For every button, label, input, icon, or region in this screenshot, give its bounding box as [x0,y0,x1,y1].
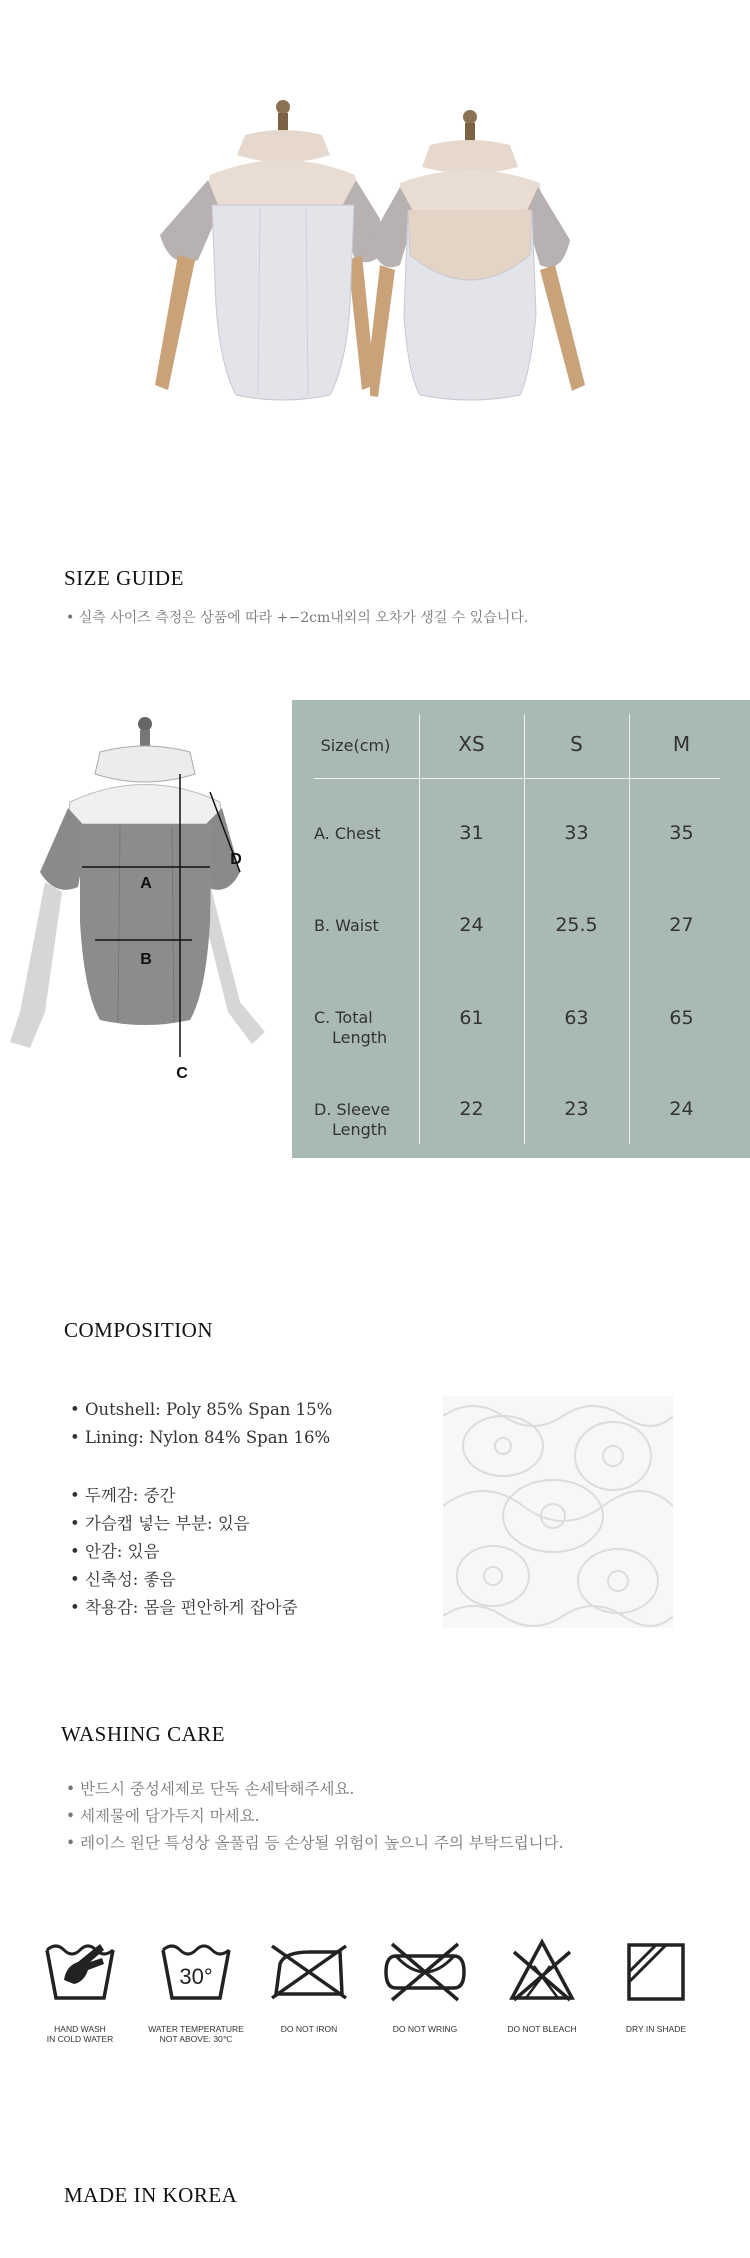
diagram-label-d: D [230,851,242,868]
diagram-label-a: A [140,875,152,892]
product-photo-back [370,105,600,425]
composition-materials [70,1396,332,1452]
lace-fabric-swatch [443,1396,673,1628]
size-table-cell: 61 [459,1007,484,1029]
dry-in-shade-label: DRY IN SHADE [625,2024,687,2034]
made-in-korea: MADE IN KOREA [64,2183,238,2207]
size-table-cell: 25.5 [555,914,598,936]
size-table-cell: 24 [669,1098,694,1120]
size-table-header-label: Size(cm) [320,736,391,755]
size-table-cell: 35 [669,822,694,844]
size-table-cell: 63 [564,1007,589,1029]
water-temperature-label [146,2024,246,2044]
diagram-label-b: B [140,951,152,968]
do-not-bleach-label: DO NOT BLEACH [507,2024,577,2034]
washing-care-notes [66,1776,564,1857]
row-label-line-1: D. Sleeve [314,1100,391,1119]
size-table-row-label [314,1008,387,1048]
label-line: NOT ABOVE: 30℃ [159,2034,233,2044]
do-not-wring-label: DO NOT WRING [392,2024,458,2034]
do-not-iron-icon [270,1944,348,2000]
label-line: WATER TEMPERATURE [148,2024,244,2034]
size-table-header-m: M [672,732,691,756]
feature-item: • 두께감: 중간 [70,1486,176,1505]
product-photo-front [150,95,380,425]
label-line: IN COLD WATER [46,2034,114,2044]
do-not-wring-icon [382,1942,468,2002]
row-label-line-2: Length [332,1120,388,1139]
size-table-cell: 65 [669,1007,694,1029]
feature-item: • 신축성: 좋음 [70,1570,176,1589]
row-label-line-2: Length [332,1028,388,1047]
size-table-cell: 22 [459,1098,484,1120]
material-item: • Outshell: Poly 85% Span 15% [70,1400,333,1419]
feature-item: • 가슴캡 넣는 부분: 있음 [70,1514,250,1533]
composition-title: COMPOSITION [64,1318,214,1342]
washing-note: • 레이스 원단 특성상 올풀림 등 손상될 위험이 높으니 주의 부탁드립니다. [66,1834,564,1852]
feature-item: • 착용감: 몸을 편안하게 잡아줌 [70,1598,298,1617]
washing-note: • 세제물에 담가두지 마세요. [66,1807,260,1825]
size-table-row-label [314,824,381,844]
size-table [292,700,750,1158]
size-table-cell: 33 [564,822,589,844]
size-table-row-label [314,916,379,936]
size-table-header-s: S [570,732,583,756]
water-temperature-text: 30° [179,1964,213,1989]
size-table-cell: 23 [564,1098,589,1120]
hand-wash-icon [44,1938,116,2004]
washing-care-title: WASHING CARE [61,1722,226,1746]
do-not-iron-label: DO NOT IRON [280,2024,338,2034]
washing-note: • 반드시 중성세제로 단독 손세탁해주세요. [66,1780,355,1798]
dry-in-shade-icon [626,1942,686,2002]
do-not-bleach-icon [508,1938,576,2002]
size-diagram [0,712,290,1092]
row-label-line-1: B. Waist [314,916,379,935]
size-guide-title: SIZE GUIDE [64,566,184,590]
composition-features [70,1482,298,1622]
label-line: HAND WASH [54,2024,106,2034]
size-table-cell: 27 [669,914,694,936]
feature-item: • 안감: 있음 [70,1542,160,1561]
size-guide-note: • 실측 사이즈 측정은 상품에 따라 +−2cm내외의 오차가 생길 수 있습니다. [66,610,529,626]
row-label-line-1: C. Total [314,1008,373,1027]
size-table-row-label [314,1100,390,1140]
size-table-header-xs: XS [458,732,485,756]
water-temperature-icon [160,1938,232,2004]
row-label-line-1: A. Chest [314,824,381,843]
size-table-cell: 24 [459,914,484,936]
diagram-label-c: C [176,1065,188,1082]
material-item: • Lining: Nylon 84% Span 16% [70,1428,331,1447]
hand-wash-label [30,2024,130,2044]
size-table-cell: 31 [459,822,484,844]
